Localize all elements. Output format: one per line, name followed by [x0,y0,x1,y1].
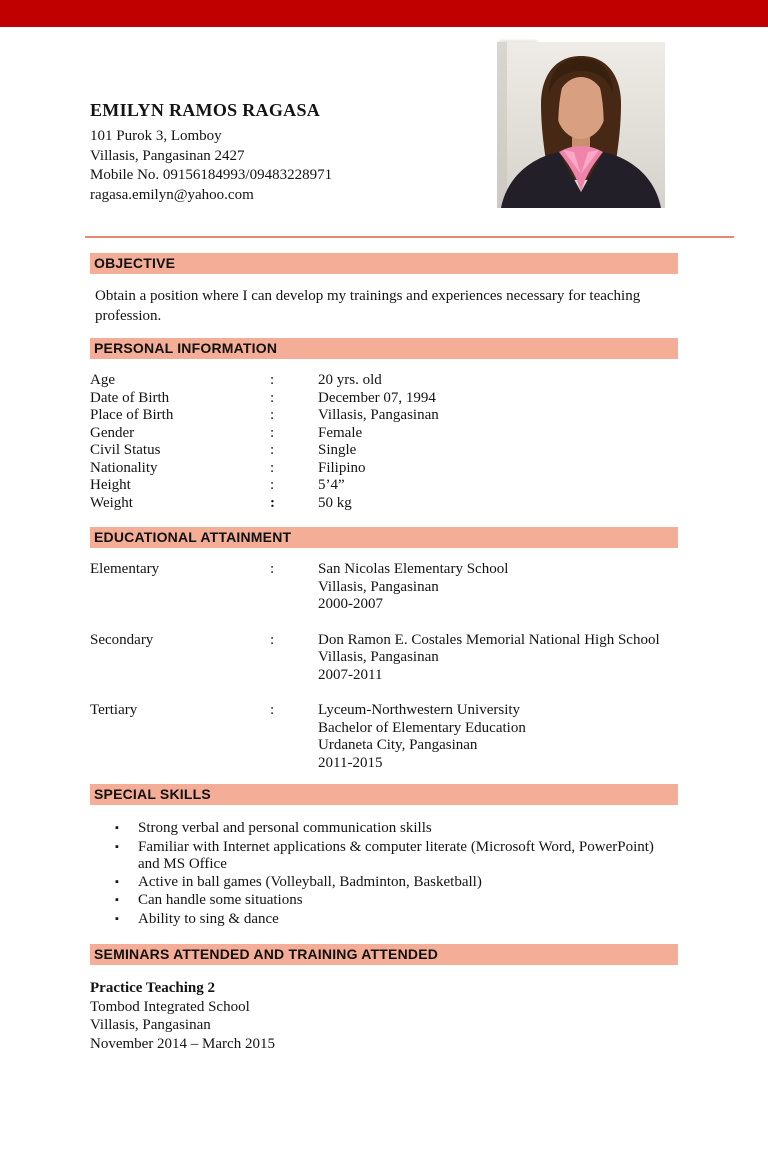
info-value: 20 yrs. old [318,372,382,388]
education-details [318,632,678,685]
info-colon: : [270,477,275,493]
top-red-bar [0,0,768,27]
info-value: 50 kg [318,494,352,511]
education-line: Bachelor of Elementary Education [318,719,526,736]
skill-text: Can handle some situations [138,892,303,908]
info-row-place-of-birth [90,407,678,425]
seminar-line: Tombod Integrated School [90,998,250,1015]
bullet-icon [115,839,138,874]
info-value: Single [318,442,357,458]
info-value: Filipino [318,459,366,476]
bullet-icon [115,911,138,930]
email-address: ragasa.emilyn@yahoo.com [90,186,254,203]
info-colon: : [270,389,275,406]
skill-text: Familiar with Internet applications & computer literate (Microsoft Word, PowerPoint) and MS Office [138,838,654,872]
skill-text: Ability to sing & dance [138,910,279,927]
skill-item [115,839,678,874]
info-colon: : [270,442,275,458]
education-entry-tertiary [90,702,678,772]
info-label: Place of Birth [90,407,174,423]
info-value: Female [318,424,363,441]
resume-body [90,252,678,1053]
info-row-gender [90,425,678,443]
skill-text: Active in ball games (Volleyball, Badminton, Basketball) [138,873,482,890]
seminar-entry [90,979,678,1053]
section-header-seminars: SEMINARS ATTENDED AND TRAINING ATTENDED [90,944,678,965]
header-divider [85,236,734,238]
seminar-title: Practice Teaching 2 [90,980,215,996]
info-label: Civil Status [90,442,161,458]
education-line: San Nicolas Elementary School [318,561,509,577]
address-line-2: Villasis, Pangasinan 2427 [90,147,245,164]
applicant-photo [497,42,665,208]
info-row-date-of-birth [90,390,678,408]
education-table [90,561,678,772]
skill-item [115,874,678,893]
info-colon: : [270,424,275,441]
info-label: Gender [90,424,135,441]
section-header-personal-information: PERSONAL INFORMATION [90,338,678,359]
info-colon: : [270,407,275,423]
section-header-objective: OBJECTIVE [90,253,678,274]
education-entry-secondary [90,632,678,685]
info-row-weight [90,495,678,513]
section-header-education: EDUCATIONAL ATTAINMENT [90,527,678,548]
education-entry-elementary [90,561,678,614]
education-line: Lyceum-Northwestern University [318,702,521,718]
info-colon: : [270,494,275,511]
applicant-photo-illustration [497,42,665,208]
info-label: Age [90,372,115,388]
education-line: 2000-2007 [318,596,383,612]
info-label: Date of Birth [90,389,170,406]
education-level: Elementary [90,561,160,577]
info-value: Villasis, Pangasinan [318,407,439,423]
info-row-civil-status [90,442,678,460]
education-line: Villasis, Pangasinan [318,578,439,595]
section-header-skills: SPECIAL SKILLS [90,784,678,805]
education-level: Secondary [90,631,154,648]
personal-info-table [90,372,678,512]
info-value: December 07, 1994 [318,389,436,406]
education-level: Tertiary [90,702,138,718]
skills-list [90,820,678,929]
skill-item [115,911,678,930]
info-colon: : [270,561,275,577]
bullet-icon [115,874,138,893]
info-label: Weight [90,494,133,511]
info-colon: : [270,372,275,388]
seminar-line: Villasis, Pangasinan [90,1017,211,1033]
info-value: 5’4” [318,477,345,493]
info-colon: : [270,631,275,648]
skill-item [115,820,678,839]
education-line: Urdaneta City, Pangasinan [318,737,478,753]
address-line-1: 101 Purok 3, Lomboy [90,128,222,144]
seminar-line: November 2014 – March 2015 [90,1035,275,1052]
skill-text: Strong verbal and personal communication skills [138,820,432,836]
info-colon: : [270,459,275,476]
objective-text: Obtain a position where I can develop my trainings and experiences necessary for teaching profession. [95,288,641,324]
info-row-age [90,372,678,390]
applicant-name: EMILYN RAMOS RAGASA [90,100,321,120]
info-row-height [90,477,678,495]
education-details [318,702,678,772]
bullet-icon [115,820,138,839]
contact-header [90,100,490,205]
skill-item [115,892,678,911]
education-line: 2011-2015 [318,754,383,771]
education-line: Don Ramon E. Costales Memorial National High School [318,631,660,648]
info-row-nationality [90,460,678,478]
mobile-number: Mobile No. 09156184993/09483228971 [90,167,333,183]
education-details [318,561,678,614]
info-label: Nationality [90,459,158,476]
bullet-icon [115,892,138,911]
info-label: Height [90,477,131,493]
info-colon: : [270,702,275,718]
education-line: Villasis, Pangasinan [318,649,439,665]
education-line: 2007-2011 [318,666,383,683]
